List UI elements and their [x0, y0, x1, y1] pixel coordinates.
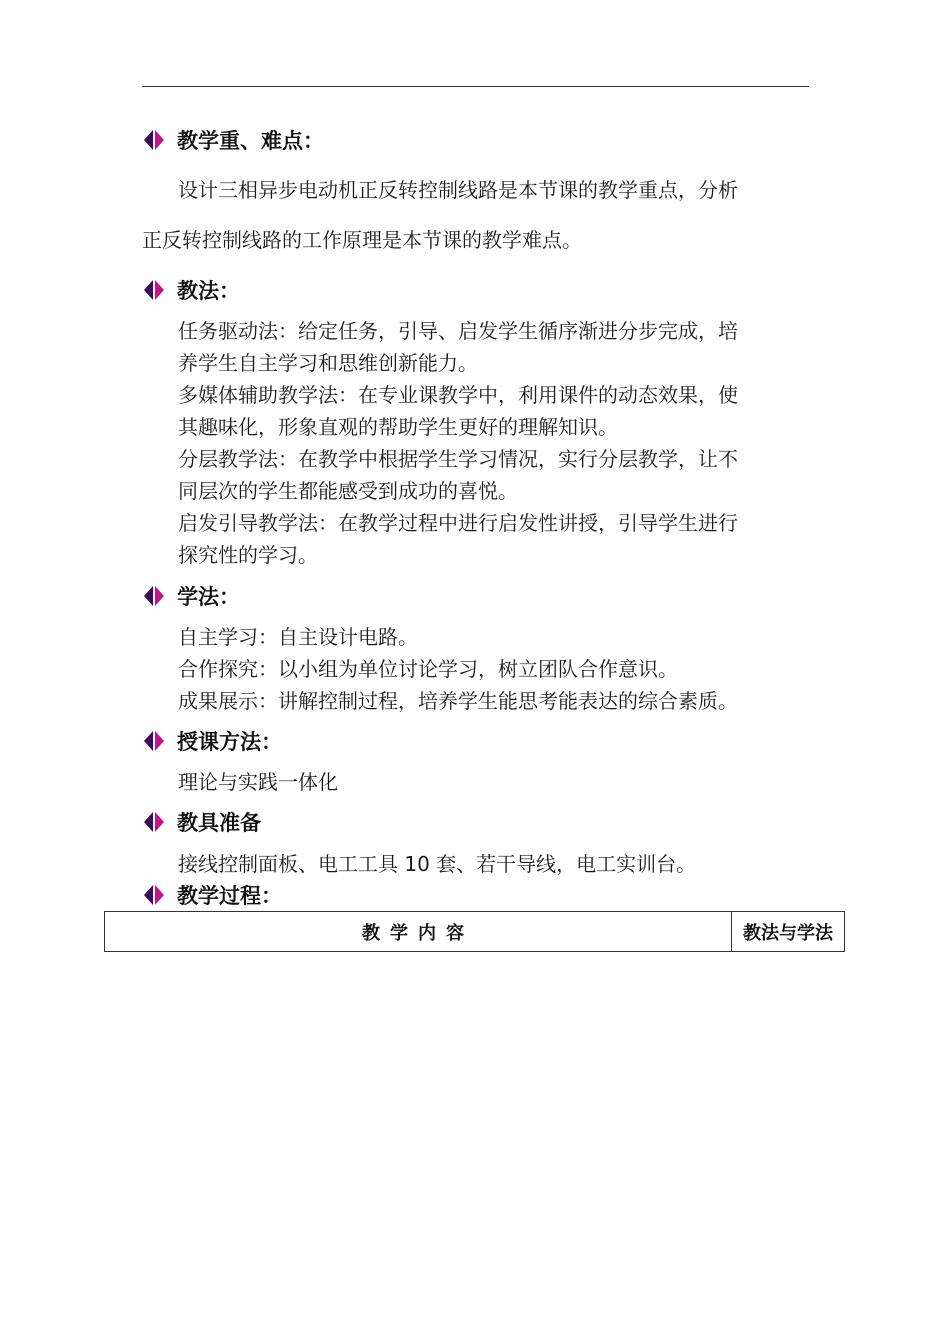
- paragraph-line: 理论与实践一体化: [178, 770, 338, 794]
- paragraph-line: 同层次的学生都能感受到成功的喜悦。: [178, 479, 518, 503]
- paragraph-line: 设计三相异步电动机正反转控制线路是本节课的教学重点，分析: [178, 178, 738, 202]
- heading-learning-methods: [142, 581, 240, 611]
- heading-equipment: [142, 807, 261, 837]
- paragraph-line: 多媒体辅助教学法：在专业课教学中，利用课件的动态效果，使: [178, 383, 738, 407]
- paragraph-line: 启发引导教学法：在教学过程中进行启发性讲授，引导学生进行: [178, 511, 738, 535]
- heading-teaching-methods-text: 教法：: [177, 279, 240, 303]
- paragraph-line: 养学生自主学习和思维创新能力。: [178, 351, 478, 375]
- heading-learning-methods-text: 学法：: [177, 585, 240, 609]
- table-header-content: 教学内容: [105, 912, 732, 951]
- paragraph-line: 合作探究：以小组为单位讨论学习，树立团队合作意识。: [178, 657, 678, 681]
- heading-key-points-text: 教学重、难点：: [177, 129, 324, 153]
- heading-equipment-text: 教具准备: [177, 811, 261, 835]
- diamond-bullet-icon: [142, 129, 166, 151]
- table-header-methods: 教法与学法: [743, 922, 833, 944]
- paragraph-line: 探究性的学习。: [178, 543, 318, 567]
- heading-lecture-method-text: 授课方法：: [177, 730, 282, 754]
- heading-process: [142, 880, 282, 910]
- paragraph-line: 正反转控制线路的工作原理是本节课的教学难点。: [142, 228, 582, 252]
- paragraph-line: 成果展示：讲解控制过程，培养学生能思考能表达的综合素质。: [178, 689, 738, 713]
- heading-key-points: [142, 125, 324, 155]
- process-table-header: [104, 911, 845, 952]
- heading-teaching-methods: [142, 275, 240, 305]
- heading-lecture-method: [142, 726, 282, 756]
- paragraph-line: 自主学习：自主设计电路。: [178, 625, 418, 649]
- paragraph-line: 任务驱动法：给定任务，引导、启发学生循序渐进分步完成，培: [178, 319, 738, 343]
- paragraph-line: 分层教学法：在教学中根据学生学习情况，实行分层教学，让不: [178, 447, 738, 471]
- heading-process-text: 教学过程：: [177, 884, 282, 908]
- diamond-bullet-icon: [142, 585, 166, 607]
- paragraph-line: 接线控制面板、电工工具 10 套、若干导线，电工实训台。: [178, 852, 697, 876]
- diamond-bullet-icon: [142, 730, 166, 752]
- paragraph-line: 其趣味化，形象直观的帮助学生更好的理解知识。: [178, 415, 618, 439]
- diamond-bullet-icon: [142, 811, 166, 833]
- diamond-bullet-icon: [142, 279, 166, 301]
- diamond-bullet-icon: [142, 884, 166, 906]
- header-rule: [142, 86, 809, 87]
